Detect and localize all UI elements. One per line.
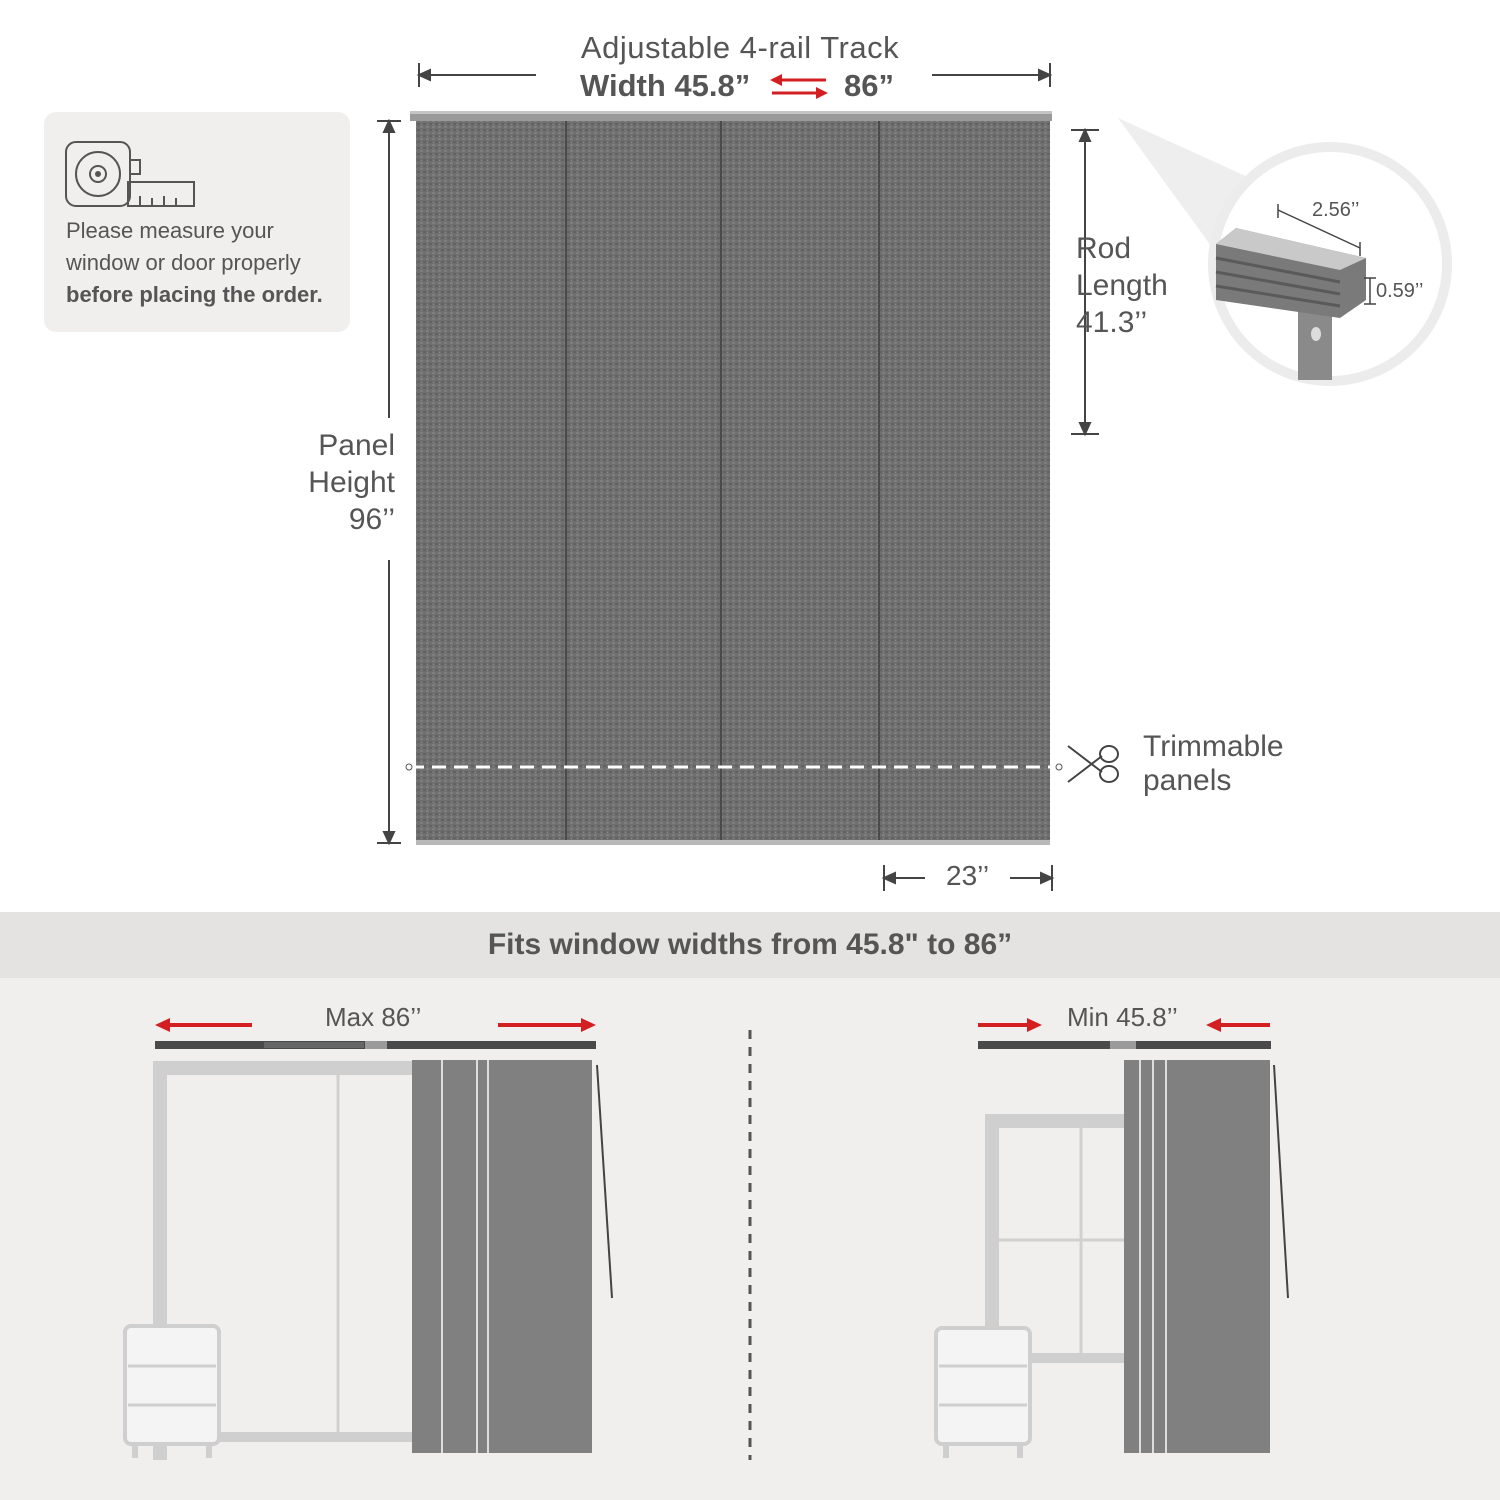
rod-length-value: 41.3’’ — [1076, 306, 1148, 339]
fits-widths-title: Fits window widths from 45.8" to 86” — [487, 928, 1013, 961]
track-height-value: 0.59’’ — [1376, 280, 1424, 302]
fabric-panels — [416, 121, 1050, 845]
track-detail-callout — [1118, 118, 1452, 386]
panel-height-label: Panel — [318, 429, 395, 462]
panel-height-label: Height — [308, 466, 395, 499]
width-min-label: Width 45.8” — [580, 68, 751, 103]
max-width-label: Max 86’’ — [325, 1002, 422, 1032]
min-width-illustration — [936, 1018, 1288, 1458]
measure-notice-line3: before placing the order. — [66, 282, 323, 307]
track-depth-value: 2.56’’ — [1312, 199, 1360, 221]
panel-height-value: 96’’ — [348, 503, 395, 536]
panel-2 — [566, 121, 720, 843]
panel-3 — [722, 121, 878, 843]
panel-width-value: 23’’ — [946, 860, 990, 891]
trimmable-label: panels — [1143, 764, 1232, 797]
max-width-illustration — [125, 1018, 612, 1460]
scissors-icon — [1068, 746, 1118, 782]
rod-length-label: Rod — [1076, 232, 1132, 265]
panel-4 — [880, 121, 1050, 843]
measure-notice-line1: Please measure your — [66, 218, 274, 243]
panel-1 — [416, 121, 566, 843]
measure-notice-line2: window or door properly — [66, 250, 301, 275]
min-width-label: Min 45.8’’ — [1067, 1002, 1178, 1032]
trimmable-label: Trimmable — [1143, 730, 1284, 763]
track-title: Adjustable 4-rail Track — [580, 30, 900, 65]
width-max-label: 86” — [844, 68, 894, 103]
tape-measure-icon — [66, 142, 194, 206]
adjust-arrows-icon — [770, 74, 828, 99]
rod-length-label: Length — [1076, 269, 1168, 302]
